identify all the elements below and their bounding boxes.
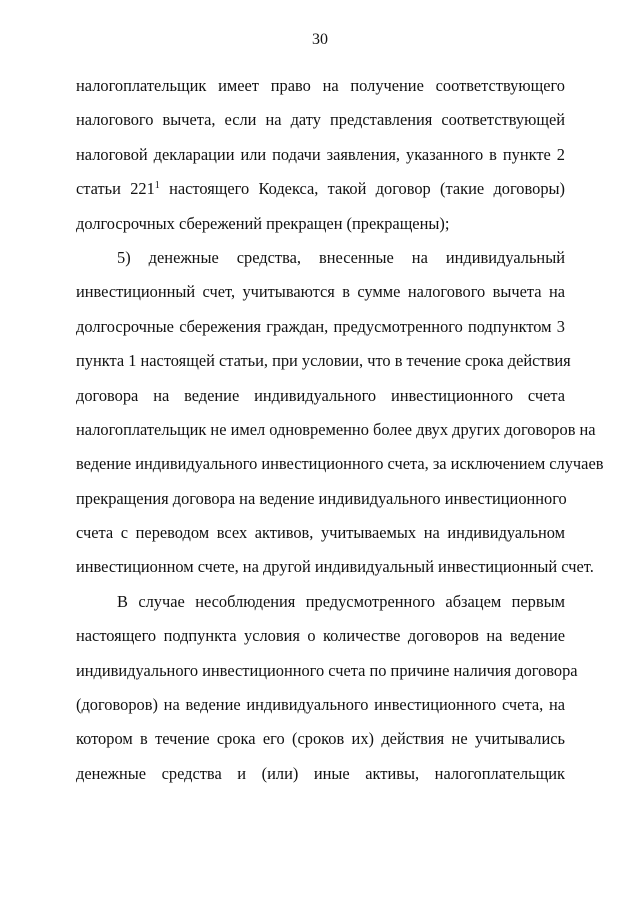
text-run: статьи 221: [76, 179, 155, 199]
text-line: пункта 1 настоящей статьи, при условии, что в течение срока действия: [76, 351, 571, 371]
text-line: инвестиционном счете, на другой индивидуальный инвестиционный счет.: [76, 557, 594, 577]
text-line: налогового вычета, если на дату представления соответствующей: [76, 110, 565, 130]
text-line: денежные средства и (или) иные активы, налогоплательщик: [76, 763, 565, 783]
text-line: (договоров) на ведение индивидуального инвестиционного счета, на: [76, 695, 565, 715]
text-line: налогоплательщик имеет право на получение соответствующего: [76, 76, 565, 95]
text-line: договора на ведение индивидуального инвестиционного счета: [76, 385, 565, 405]
text-line: 5) денежные средства, внесенные на индивидуальный: [117, 247, 565, 267]
text-line: прекращения договора на ведение индивидуального инвестиционного: [76, 488, 567, 508]
text-line: ведение индивидуального инвестиционного счета, за исключением случаев: [76, 454, 604, 474]
superscript: 1: [154, 180, 160, 192]
paragraph: [76, 241, 604, 585]
text-run: настоящего Кодекса, такой договор (такие договоры): [159, 179, 565, 199]
text-line: котором в течение срока его (сроков их) действия не учитывались: [76, 729, 565, 749]
text-line: налоговой декларации или подачи заявления, указанного в пункте 2: [76, 144, 565, 164]
text-line: долгосрочные сбережения граждан, предусмотренного подпунктом 3: [76, 316, 565, 336]
text-line: В случае несоблюдения предусмотренного абзацем первым: [117, 591, 565, 611]
paragraph: [76, 585, 578, 791]
text-line: настоящего подпункта условия о количестве договоров на ведение: [76, 626, 565, 646]
page-number: 30: [312, 31, 328, 48]
text-line: инвестиционный счет, учитываются в сумме налогового вычета на: [76, 282, 565, 302]
text-line: счета с переводом всех активов, учитываемых на индивидуальном: [76, 523, 565, 543]
paragraph: [76, 69, 565, 241]
document-body: [76, 69, 604, 791]
text-line: долгосрочных сбережений прекращен (прекращены);: [76, 213, 450, 233]
text-line: [76, 172, 565, 206]
text-line: индивидуального инвестиционного счета по причине наличия договора: [76, 660, 578, 680]
text-line: налогоплательщик не имел одновременно более двух других договоров на: [76, 419, 596, 439]
